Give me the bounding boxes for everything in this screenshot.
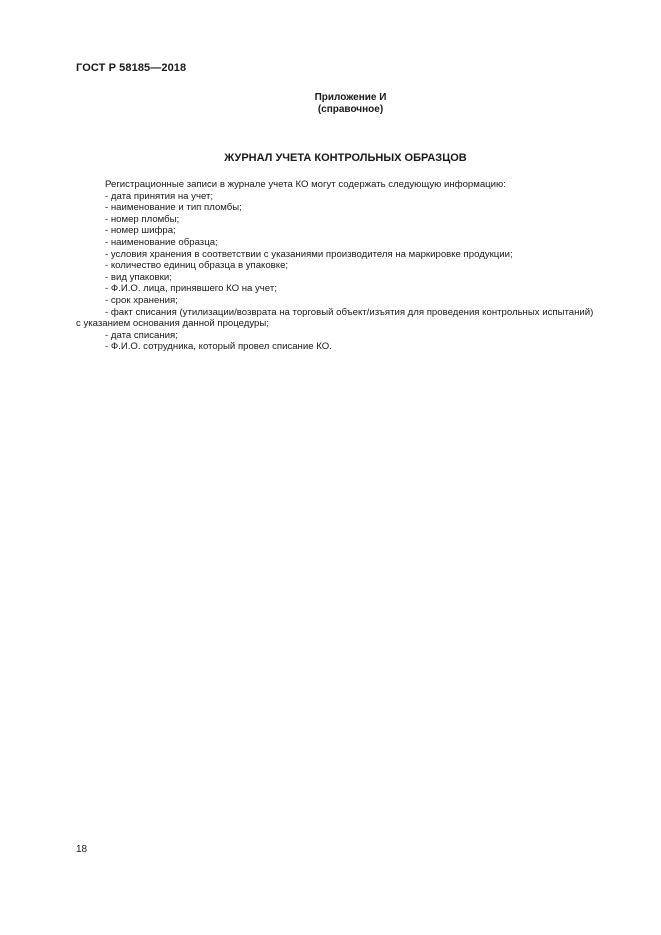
list-item-continuation: с указанием основания данной процедуры;	[76, 318, 269, 330]
list-item: - срок хранения;	[105, 294, 178, 306]
list-item: - наименование образца;	[105, 236, 218, 248]
list-item: - наименование и тип пломбы;	[105, 202, 242, 214]
list-item: - условия хранения в соответствии с указаниями производителя на маркировке продукции;	[105, 248, 513, 260]
list-item: - факт списания (утилизации/возврата на торговый объект/изъятия для проведения контрольных испытаний)	[105, 306, 594, 318]
body-text	[76, 179, 621, 353]
intro-paragraph: Регистрационные записи в журнале учета КО могут содержать следующую информацию:	[105, 179, 506, 190]
standard-header: ГОСТ Р 58185—2018	[76, 62, 187, 74]
annex-title: Приложение И	[314, 92, 387, 103]
page-number: 18	[76, 844, 88, 855]
list-item: - вид упаковки;	[105, 271, 172, 283]
list-item: - количество единиц образца в упаковке;	[105, 260, 289, 272]
section-title: ЖУРНАЛ УЧЕТА КОНТРОЛЬНЫХ ОБРАЗЦОВ	[224, 152, 467, 164]
annex-heading	[0, 92, 661, 116]
list-item: - Ф.И.О. лица, принявшего КО на учет;	[105, 283, 277, 295]
list-item: - дата принятия на учет;	[105, 190, 214, 202]
annex-status: (справочное)	[317, 104, 384, 115]
list-item: - дата списания;	[105, 329, 178, 341]
list-item: - номер шифра;	[105, 225, 176, 237]
list-item: - номер пломбы;	[105, 213, 180, 225]
list-item: - Ф.И.О. сотрудника, который провел списание КО.	[105, 341, 332, 353]
